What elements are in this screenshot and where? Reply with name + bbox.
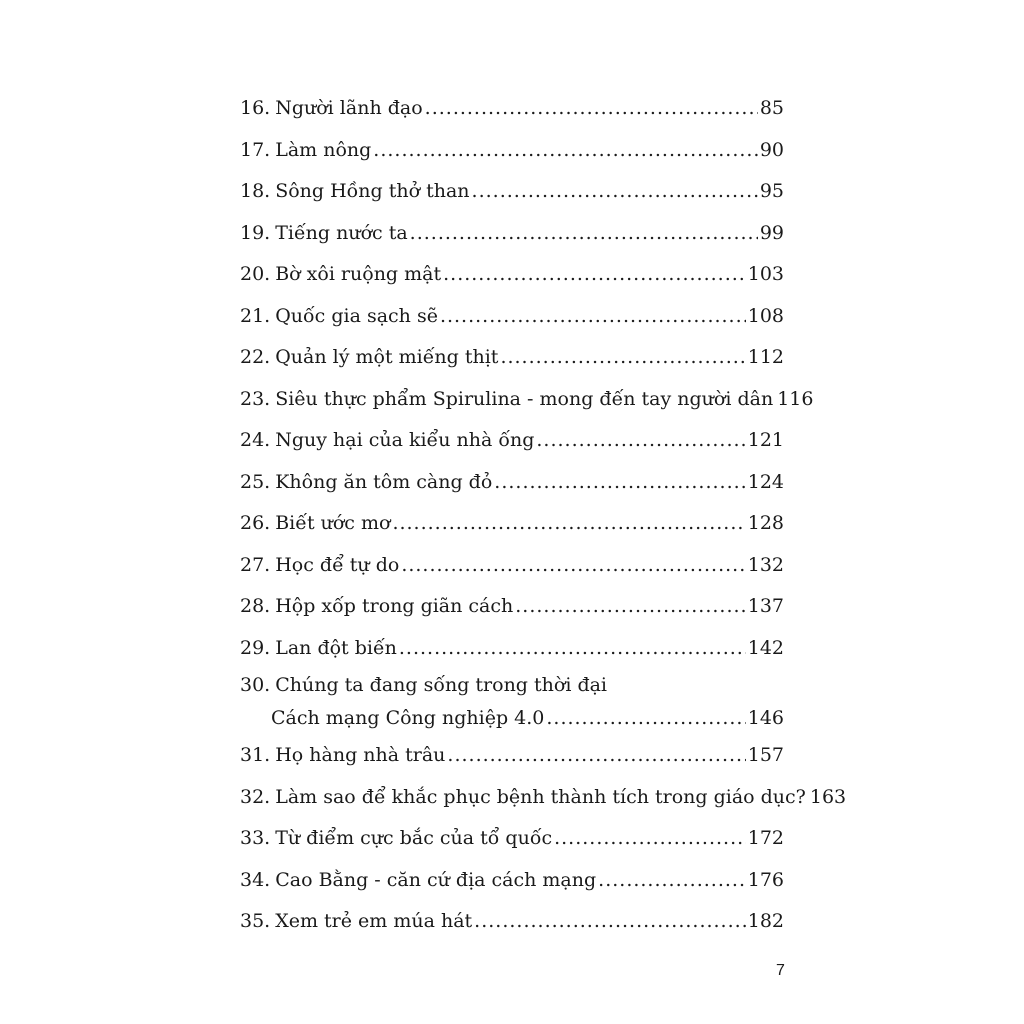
dot-leader bbox=[373, 130, 758, 172]
entry-number: 17. bbox=[240, 138, 271, 161]
entry-page: 128 bbox=[747, 512, 784, 534]
toc-entry bbox=[240, 586, 784, 628]
dot-leader bbox=[447, 735, 745, 777]
entry-title: Người lãnh đạo bbox=[275, 97, 423, 119]
toc-entry bbox=[240, 337, 784, 379]
dot-leader bbox=[443, 254, 746, 296]
entry-title: Chúng ta đang sống trong thời đại bbox=[275, 674, 608, 696]
entry-page: 142 bbox=[747, 636, 784, 659]
dot-leader bbox=[399, 628, 746, 670]
entry-title: Lan đột biến bbox=[275, 636, 397, 659]
entry-page: 108 bbox=[747, 304, 784, 327]
entry-title: Quốc gia sạch sẽ bbox=[275, 304, 438, 327]
entry-number: 24. bbox=[240, 429, 271, 451]
dot-leader bbox=[515, 586, 745, 628]
entry-number: 31. bbox=[240, 744, 271, 766]
entry-title: Siêu thực phẩm Spirulina - mong đến tay người dân bbox=[275, 387, 774, 410]
entry-title: Sông Hồng thở than bbox=[275, 180, 470, 202]
toc-entry bbox=[240, 213, 784, 255]
entry-page: 172 bbox=[747, 827, 784, 849]
toc-entry bbox=[240, 88, 784, 130]
entry-number: 33. bbox=[240, 827, 271, 849]
entry-title: Không ăn tôm càng đỏ bbox=[275, 470, 493, 493]
toc-entry bbox=[240, 818, 784, 860]
toc-entry bbox=[240, 462, 784, 504]
entry-title: Cao Bằng - căn cứ địa cách mạng bbox=[275, 868, 597, 891]
entry-page: 137 bbox=[747, 595, 784, 617]
dot-leader bbox=[536, 420, 745, 462]
entry-number: 34. bbox=[240, 868, 271, 891]
entry-number: 21. bbox=[240, 304, 271, 327]
entry-title: Quản lý một miếng thịt bbox=[275, 346, 499, 368]
dot-leader bbox=[554, 818, 746, 860]
entry-title: Bờ xôi ruộng mật bbox=[275, 263, 442, 285]
entry-title: Biết ước mơ bbox=[275, 512, 391, 534]
entry-page: 132 bbox=[747, 553, 784, 576]
entry-number: 32. bbox=[240, 785, 271, 808]
toc-entry bbox=[240, 628, 784, 670]
entry-title: Làm sao để khắc phục bệnh thành tích trong giáo dục? bbox=[275, 785, 806, 808]
entry-title: Xem trẻ em múa hát bbox=[275, 910, 473, 932]
entry-page: 176 bbox=[747, 868, 784, 891]
toc-entry bbox=[240, 735, 784, 777]
entry-page: 163 bbox=[809, 785, 847, 808]
entry-number: 20. bbox=[240, 263, 271, 285]
toc-entry bbox=[240, 669, 784, 735]
toc-entry bbox=[240, 901, 784, 943]
entry-page: 157 bbox=[747, 744, 784, 766]
toc-entry bbox=[240, 545, 784, 587]
entry-page: 112 bbox=[747, 346, 784, 368]
dot-leader bbox=[494, 462, 745, 504]
dot-leader bbox=[500, 337, 745, 379]
toc-entry bbox=[240, 130, 784, 172]
entry-title-continued: Cách mạng Công nghiệp 4.0 bbox=[271, 707, 545, 729]
entry-title: Hộp xốp trong giãn cách bbox=[275, 595, 514, 617]
entry-page: 116 bbox=[777, 387, 814, 410]
toc-entry bbox=[240, 254, 784, 296]
page-number: 7 bbox=[776, 962, 785, 979]
entry-page: 121 bbox=[747, 429, 784, 451]
toc-entry bbox=[240, 379, 814, 421]
entry-number: 29. bbox=[240, 636, 271, 659]
toc-entry bbox=[240, 420, 784, 462]
entry-page: 124 bbox=[747, 470, 784, 493]
entry-number: 26. bbox=[240, 512, 271, 534]
entry-number: 18. bbox=[240, 180, 271, 202]
toc-entry bbox=[240, 777, 847, 819]
dot-leader bbox=[474, 901, 746, 943]
entry-page: 146 bbox=[747, 707, 784, 729]
dot-leader bbox=[598, 860, 746, 902]
entry-number: 16. bbox=[240, 97, 271, 119]
entry-title: Làm nông bbox=[275, 138, 372, 161]
entry-number: 27. bbox=[240, 553, 271, 576]
toc-entry-line-2 bbox=[240, 702, 784, 735]
dot-leader bbox=[401, 545, 745, 587]
entry-number: 25. bbox=[240, 470, 271, 493]
dot-leader bbox=[410, 213, 758, 255]
entry-page: 182 bbox=[747, 910, 784, 932]
entry-title: Nguy hại của kiểu nhà ống bbox=[275, 429, 535, 451]
entry-title: Học để tự do bbox=[275, 553, 400, 576]
toc-entry bbox=[240, 171, 784, 213]
entry-page: 99 bbox=[759, 221, 784, 244]
entry-number: 19. bbox=[240, 221, 271, 244]
entry-page: 85 bbox=[759, 97, 784, 119]
entry-title: Từ điểm cực bắc của tổ quốc bbox=[275, 827, 553, 849]
entry-number: 23. bbox=[240, 387, 271, 410]
dot-leader bbox=[440, 296, 746, 338]
toc-entry bbox=[240, 860, 784, 902]
dot-leader bbox=[392, 503, 745, 545]
entry-number: 22. bbox=[240, 346, 271, 368]
toc-entry-line-1 bbox=[240, 669, 784, 702]
toc-entry bbox=[240, 296, 784, 338]
table-of-contents bbox=[240, 88, 847, 943]
dot-leader bbox=[472, 171, 758, 213]
entry-page: 95 bbox=[759, 180, 784, 202]
entry-number: 30. bbox=[240, 674, 271, 696]
entry-page: 103 bbox=[747, 263, 784, 285]
entry-number: 35. bbox=[240, 910, 271, 932]
entry-number: 28. bbox=[240, 595, 271, 617]
dot-leader bbox=[425, 88, 758, 130]
entry-title: Họ hàng nhà trâu bbox=[275, 744, 446, 766]
entry-title: Tiếng nước ta bbox=[275, 221, 408, 244]
entry-page: 90 bbox=[759, 138, 784, 161]
toc-entry bbox=[240, 503, 784, 545]
dot-leader bbox=[546, 702, 745, 735]
